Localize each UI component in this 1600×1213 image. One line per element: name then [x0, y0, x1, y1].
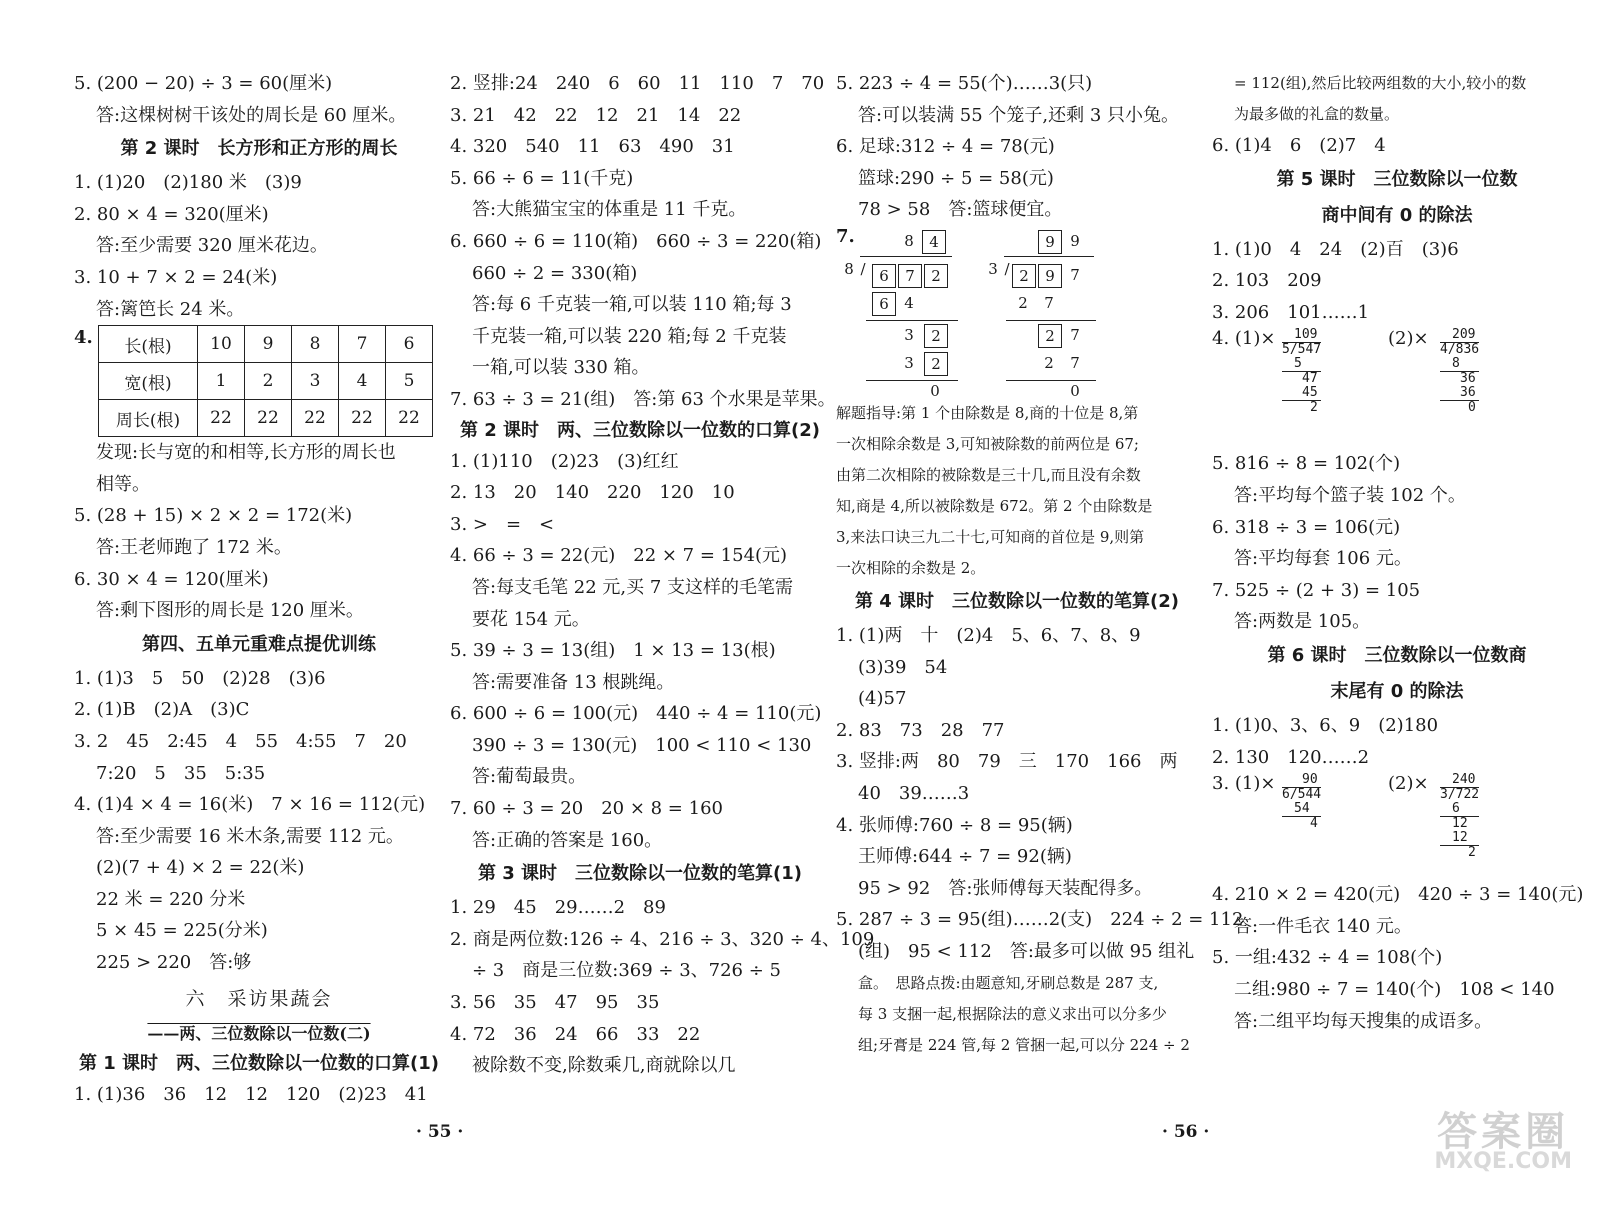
- answer-line: 3. 竖排:两 80 79 三 170 166 两: [836, 751, 1178, 773]
- digit: 7: [1070, 353, 1080, 372]
- table-cell: 7: [339, 326, 386, 363]
- answer-line: 4. (1)4 × 4 = 16(米) 7 × 16 = 112(元): [74, 794, 426, 816]
- answer-line: 4. 张师傅:760 ÷ 8 = 95(辆): [836, 814, 1073, 836]
- answer-line: 2. 83 73 28 77: [836, 719, 1005, 741]
- vertical-division-block: [1212, 328, 1582, 448]
- watermark-bottom: MXQE.COM: [1434, 1149, 1572, 1174]
- watermark-logo: [1434, 1109, 1572, 1177]
- division-line: [866, 320, 958, 321]
- answer-line: 答:平均每个篮子装 102 个。: [1234, 484, 1466, 506]
- answer-line: 4. 210 × 2 = 420(元) 420 ÷ 3 = 140(元): [1212, 884, 1584, 906]
- table-cell: 5: [386, 363, 433, 400]
- answer-line: 6. (1)4 6 (2)7 4: [1212, 135, 1386, 156]
- question-number: 4.: [74, 327, 93, 349]
- unit-title: 六 采访果蔬会: [185, 987, 333, 1010]
- answer-line: 2. 130 120……2: [1212, 746, 1370, 768]
- answer-line: 千克装一箱,可以装 220 箱;每 2 千克装: [472, 325, 787, 347]
- digit: 0: [930, 381, 940, 400]
- answer-line: 2. 103 209: [1212, 270, 1322, 292]
- column-2: [450, 68, 875, 1082]
- guidance-line: 解题指导:第 1 个由除数是 8,商的十位是 8,第: [836, 403, 1139, 422]
- answer-line: 95 > 92 答:张师傅每天装配得多。: [858, 877, 1153, 899]
- answer-line: 答:至少需要 16 米木条,需要 112 元。: [96, 825, 404, 847]
- table-cell: 4: [339, 363, 386, 400]
- table-row: [99, 400, 433, 437]
- answer-line: 4. 320 540 11 63 490 31: [450, 136, 735, 158]
- answer-line: 2. 竖排:24 240 6 60 11 110 7 70: [450, 73, 825, 94]
- answer-line: 5. 816 ÷ 8 = 102(个): [1212, 453, 1401, 475]
- answer-line: 答:王老师跑了 172 米。: [96, 536, 292, 558]
- table-cell: 22: [386, 400, 433, 437]
- answer-line: 390 ÷ 3 = 130(元) 100 < 110 < 130: [472, 734, 812, 756]
- digit: 5: [1294, 356, 1302, 372]
- digit: 4: [1282, 816, 1321, 831]
- answer-line: (4)57: [858, 688, 907, 710]
- digit: 6: [1452, 801, 1460, 817]
- answer-line: 2. 80 × 4 = 320(厘米): [74, 203, 269, 225]
- answer-line: 4. 72 36 24 66 33 22: [450, 1023, 701, 1045]
- lesson-heading: 第 3 课时 三位数除以一位数的笔算(1): [477, 863, 803, 885]
- answer-line: 答:两数是 105。: [1234, 611, 1371, 633]
- answer-box: 2: [924, 324, 948, 348]
- digit: 3/722: [1440, 787, 1480, 803]
- answer-line: 1. (1)110 (2)23 (3)红红: [450, 450, 679, 472]
- digit: 6/544: [1282, 787, 1322, 803]
- answer-line: 盒。 思路点拨:由题意知,牙刷总数是 287 支,: [858, 973, 1159, 992]
- answer-line: (组) 95 < 112 答:最多可以做 95 组礼: [858, 940, 1195, 962]
- lesson-heading: 第 5 课时 三位数除以一位数: [1276, 168, 1518, 190]
- bracket: /: [1004, 259, 1010, 278]
- unit-subtitle: ——两、三位数除以一位数(二): [147, 1023, 371, 1043]
- answer-line: 5 × 45 = 225(分米): [96, 920, 268, 942]
- table-cell: 6: [386, 326, 433, 363]
- perimeter-table-block: [74, 325, 444, 437]
- answer-line: (2)×: [1388, 773, 1429, 795]
- answer-line: 7. 63 ÷ 3 = 21(组) 答:第 63 个水果是苹果。: [450, 388, 836, 410]
- guidance-line: 由第二次相除的被除数是三十几,而且没有余数: [836, 465, 1141, 484]
- answer-line: 6. 660 ÷ 6 = 110(箱) 660 ÷ 3 = 220(箱): [450, 230, 822, 252]
- answer-line: 每 3 支捆一起,根据除法的意义求出可以分多少: [858, 1004, 1167, 1023]
- answer-line: 答:正确的答案是 160。: [472, 829, 663, 851]
- answer-box: 7: [898, 264, 922, 288]
- answer-line: 5. 一组:432 ÷ 4 = 108(个): [1212, 947, 1443, 969]
- watermark-top: 答案圈: [1437, 1109, 1570, 1155]
- table-cell: 22: [339, 400, 386, 437]
- answer-line: 5. 223 ÷ 4 = 55(个)……3(只): [836, 73, 1093, 94]
- digit: 2: [1282, 400, 1321, 415]
- answer-line: 被除数不变,除数乘几,商就除以几: [472, 1055, 736, 1077]
- answer-box: 9: [1038, 264, 1062, 288]
- digit: 5/547: [1282, 342, 1322, 358]
- answer-line: 王师傅:644 ÷ 7 = 92(辆): [858, 846, 1072, 868]
- digit: 54: [1294, 801, 1310, 817]
- guidance-line: 知,商是 4,所以被除数是 672。第 2 个由除数是: [836, 496, 1153, 515]
- answer-line: 5. 39 ÷ 3 = 13(组) 1 × 13 = 13(根): [450, 640, 776, 662]
- digit: 12: [1440, 816, 1479, 831]
- vertical-division: [1282, 328, 1321, 415]
- table-row: [99, 326, 433, 363]
- division-bar: [860, 256, 952, 257]
- answer-line: 7. 525 ÷ (2 + 3) = 105: [1212, 579, 1421, 601]
- answer-line: 2. 商是两位数:126 ÷ 4、216 ÷ 3、320 ÷ 4、109: [450, 928, 875, 950]
- lesson-heading: 第 6 课时 三位数除以一位数商: [1267, 644, 1527, 666]
- vertical-division: [1282, 773, 1321, 831]
- answer-line: 1. (1)20 (2)180 米 (3)9: [74, 172, 302, 194]
- answer-line: 答:一件毛衣 140 元。: [1234, 915, 1412, 937]
- answer-line: (2)(7 + 4) × 2 = 22(米): [96, 857, 305, 879]
- answer-line: 6. 足球:312 ÷ 4 = 78(元): [836, 136, 1055, 158]
- answer-box: 4: [922, 230, 946, 254]
- column-1: [74, 68, 444, 1110]
- table-cell: 3: [292, 363, 339, 400]
- digit: 240: [1440, 773, 1479, 788]
- digit: 209: [1440, 328, 1479, 343]
- table-cell: 1: [198, 363, 245, 400]
- digit: 3: [904, 325, 914, 344]
- answer-line: 3. 2 45 2:45 4 55 4:55 7 20: [74, 730, 407, 752]
- digit: 47: [1282, 371, 1321, 386]
- digit: 109: [1282, 328, 1321, 343]
- digit: 12: [1452, 830, 1468, 846]
- answer-line: 相等。: [96, 473, 150, 495]
- answer-line: 78 > 58 答:篮球便宜。: [858, 199, 1063, 221]
- table-cell: 8: [292, 326, 339, 363]
- perimeter-table: [98, 325, 433, 437]
- answer-line: 答:每 6 千克装一箱,可以装 110 箱;每 3: [472, 294, 792, 316]
- answer-line: 组;牙膏是 224 管,每 2 管捆一起,可以分 224 ÷ 2: [858, 1035, 1190, 1054]
- answer-box: 9: [1038, 230, 1062, 254]
- digit: 7: [1044, 293, 1054, 312]
- guidance-line: 一次相除的余数是 2。: [836, 558, 986, 577]
- digit: 0: [1440, 400, 1479, 415]
- answer-line: 4. (1)×: [1212, 328, 1276, 350]
- digit: 4: [904, 293, 914, 312]
- answer-line: 5. 287 ÷ 3 = 95(组)……2(支) 224 ÷ 2 = 112: [836, 909, 1244, 931]
- answer-line: 二组:980 ÷ 7 = 140(个) 108 < 140: [1234, 978, 1555, 1000]
- section-heading: 第四、五单元重难点提优训练: [142, 633, 376, 655]
- answer-box: 2: [924, 264, 948, 288]
- table-header-cell: 长(根): [99, 326, 198, 363]
- page-number-right: · 56 ·: [1162, 1122, 1210, 1142]
- answer-line: 7. 60 ÷ 3 = 20 20 × 8 = 160: [450, 798, 723, 820]
- answer-line: 3. (1)×: [1212, 773, 1276, 795]
- answer-box: 2: [1038, 324, 1062, 348]
- digit: 8: [1452, 356, 1460, 372]
- lesson-heading: 第 1 课时 两、三位数除以一位数的口算(1): [78, 1052, 440, 1074]
- digit: 90: [1282, 773, 1321, 788]
- answer-line: 1. (1)两 十 (2)4 5、6、7、8、9: [836, 624, 1141, 646]
- answer-line: 4. 66 ÷ 3 = 22(元) 22 × 7 = 154(元): [450, 545, 788, 567]
- table-cell: 22: [198, 400, 245, 437]
- table-cell: 22: [245, 400, 292, 437]
- answer-line: 3. 56 35 47 95 35: [450, 992, 660, 1014]
- column-4: [1212, 68, 1582, 1037]
- digit: 45: [1302, 385, 1318, 401]
- answer-line: 3. 21 42 22 12 21 14 22: [450, 104, 742, 126]
- digit: 2: [1044, 353, 1054, 372]
- digit: 8: [844, 259, 854, 278]
- answer-line: 答:可以装满 55 个笼子,还剩 3 只小兔。: [858, 104, 1180, 126]
- answer-line: ÷ 3 商是三位数:369 ÷ 3、726 ÷ 5: [472, 960, 781, 982]
- answer-box: 6: [872, 264, 896, 288]
- answer-line: 为最多做的礼盒的数量。: [1234, 105, 1400, 123]
- answer-line: 1. 29 45 29……2 89: [450, 897, 666, 919]
- digit: 7: [1070, 265, 1080, 284]
- answer-box: 2: [924, 352, 948, 376]
- answer-line: 2. (1)B (2)A (3)C: [74, 699, 250, 721]
- table-cell: 22: [292, 400, 339, 437]
- vertical-division: [1440, 328, 1479, 415]
- answer-line: 一箱,可以装 330 箱。: [472, 357, 650, 379]
- table-header-cell: 周长(根): [99, 400, 198, 437]
- guidance-line: 3,来法口诀三九二十七,可知商的首位是 9,则第: [836, 527, 1145, 546]
- answer-line: 6. 318 ÷ 3 = 106(元): [1212, 516, 1401, 538]
- answer-line: (3)39 54: [858, 656, 948, 678]
- answer-line: 3. 206 101……1: [1212, 301, 1370, 323]
- answer-line: 答:葡萄最贵。: [472, 766, 587, 788]
- answer-line: 答:这棵树树干该处的周长是 60 厘米。: [96, 104, 407, 126]
- digit: 3: [988, 259, 998, 278]
- bracket: /: [860, 259, 866, 278]
- digit: 36: [1460, 385, 1476, 401]
- answer-line: 要花 154 元。: [472, 608, 590, 630]
- lesson-heading: 第 2 课时 长方形和正方形的周长: [120, 138, 398, 160]
- division-bar: [1004, 256, 1094, 257]
- answer-line: 40 39……3: [858, 782, 970, 804]
- answer-line: 1. (1)36 36 12 12 120 (2)23 41: [74, 1083, 428, 1105]
- answer-line: 篮球:290 ÷ 5 = 58(元): [858, 167, 1054, 189]
- answer-line: 5. (200 − 20) ÷ 3 = 60(厘米): [74, 73, 333, 94]
- lesson-heading-line2: 末尾有 0 的除法: [1330, 680, 1464, 702]
- digit: 7: [1070, 325, 1080, 344]
- digit: 8: [904, 231, 914, 250]
- answer-line: 答:至少需要 320 厘米花边。: [96, 235, 328, 257]
- answer-line: (2)×: [1388, 328, 1429, 350]
- table-cell: 9: [245, 326, 292, 363]
- page-number-left: · 55 ·: [416, 1122, 464, 1142]
- vertical-division-block: [1212, 773, 1582, 879]
- answer-line: 答:篱笆长 24 米。: [96, 298, 245, 320]
- digit: 4/836: [1440, 342, 1480, 358]
- digit: 9: [1070, 231, 1080, 250]
- answer-line: 答:需要准备 13 根跳绳。: [472, 671, 675, 693]
- answer-line: 7:20 5 35 5:35: [96, 762, 266, 784]
- answer-line: 5. (28 + 15) × 2 × 2 = 172(米): [74, 505, 353, 527]
- answer-line: 1. (1)0、3、6、9 (2)180: [1212, 714, 1439, 736]
- answer-line: 22 米 = 220 分米: [96, 888, 246, 910]
- answer-line: 发现:长与宽的和相等,长方形的周长也: [96, 442, 396, 464]
- answer-line: 答:大熊猫宝宝的体重是 11 千克。: [472, 199, 747, 221]
- answer-line: 1. (1)0 4 24 (2)百 (3)6: [1212, 238, 1459, 260]
- guidance-line: 一次相除余数是 3,可知被除数的前两位是 67;: [836, 434, 1139, 453]
- answer-line: 6. 30 × 4 = 120(厘米): [74, 568, 269, 590]
- table-row: [99, 363, 433, 400]
- lesson-heading: 第 4 课时 三位数除以一位数的笔算(2): [854, 590, 1180, 612]
- answer-line: 5. 66 ÷ 6 = 11(千克): [450, 167, 634, 189]
- answer-line: = 112(组),然后比较两组数的大小,较小的数: [1234, 74, 1527, 92]
- division-line: [1006, 320, 1096, 321]
- lesson-heading-line2: 商中间有 0 的除法: [1321, 204, 1473, 226]
- table-header-cell: 宽(根): [99, 363, 198, 400]
- digit: 2: [1440, 845, 1479, 860]
- answer-box: 6: [872, 292, 896, 316]
- answer-line: 225 > 220 答:够: [96, 952, 252, 974]
- answer-line: 1. (1)3 5 50 (2)28 (3)6: [74, 667, 326, 689]
- answer-line: 660 ÷ 2 = 330(箱): [472, 262, 638, 284]
- answer-line: 2. 13 20 140 220 120 10: [450, 482, 735, 504]
- answer-line: 3. > = <: [450, 513, 555, 535]
- answer-line: 答:剩下图形的周长是 120 厘米。: [96, 600, 364, 622]
- question-number: 7.: [836, 225, 855, 247]
- answer-line: 答:二组平均每天搜集的成语多。: [1234, 1010, 1493, 1032]
- table-cell: 10: [198, 326, 245, 363]
- answer-line: 6. 600 ÷ 6 = 100(元) 440 ÷ 4 = 110(元): [450, 703, 822, 725]
- table-cell: 2: [245, 363, 292, 400]
- lesson-heading: 第 2 课时 两、三位数除以一位数的口算(2): [459, 419, 821, 441]
- answer-line: 答:每支毛笔 22 元,买 7 支这样的毛笔需: [472, 576, 794, 598]
- digit: 0: [1070, 381, 1080, 400]
- answer-line: 答:平均每套 106 元。: [1234, 548, 1412, 570]
- answer-box: 2: [1012, 264, 1036, 288]
- digit: 3: [904, 353, 914, 372]
- digit: 2: [1018, 293, 1028, 312]
- vertical-division: [1440, 773, 1479, 860]
- answer-line: 3. 10 + 7 × 2 = 24(米): [74, 266, 278, 288]
- digit: 36: [1440, 371, 1479, 386]
- long-division-figure: [836, 226, 1198, 398]
